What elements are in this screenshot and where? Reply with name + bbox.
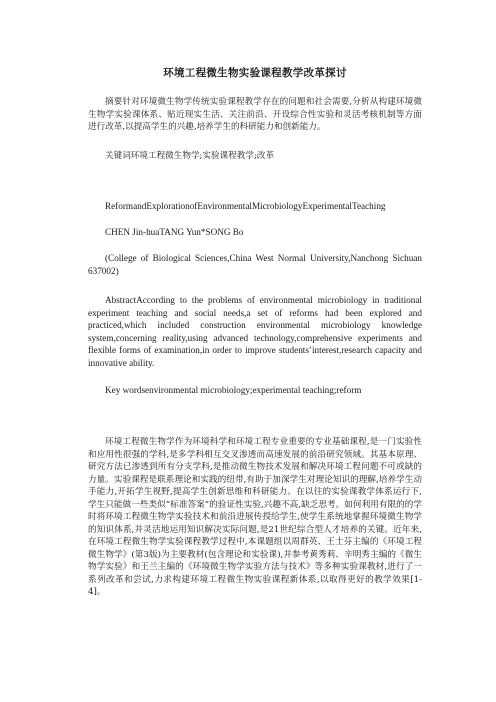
body-paragraph: 环境工程微生物学作为环境科学和环境工程专业重要的专业基础课程,是一门实验性和应用性很强的学科,是多学科相互交叉渗透而高速发展的前沿研究领域。其基本原理、研究方法已渗透到所有分支学科,是推动微生物技术发展和解决环境工程问题不可或缺的力量。实验课程是联系理论和实践的纽带,有助于加深学生对理论知识的理解,培养学生动手能力,开拓学生视野,提高学生创新思维和科研能力。在以往的实验课教学体系运行下,学生只能做一些类似“标准答案”的验证性实验,兴趣不高,缺乏思考。如何利用有限的的学时将环境工程微生物学实验技术和前沿进展传授给学生,使学生系统地掌握环境微生物学的知识体系,并灵活地运用知识解决实际问题,是21世纪综合型人才培养的关键。近年来,在环境工程微生物学实验课程教学过程中,本课题组以周群英、王士芬主编的《环境工程微生物学》(第3版)为主要教材(包含理论和实验课),并参考黄秀莉、辛明秀主编的《微生物学实验》和王兰主编的《环境微生物学实验方法与技术》等多种实验课教材,进行了一系列改革和尝试,力求构建环境工程微生物实验课程新体系,以取得更好的教学效果[1-4]。 [88,437,422,597]
abstract-en: AbstractAccording to the problems of environmental microbiology in traditional experiment teaching and social needs,a set of reforms had been explored and practiced,which included construction environmental microbiology knowledge system,concerning reality,using advanced technology,comprehensive experiments and flexible forms of examination,in order to improve students’interest,research capacity and innovative ability. [88,295,422,368]
document-title: 环境工程微生物实验课程教学改革探讨 [163,67,347,79]
affiliation-en: (College of Biological Sciences,China West Normal University,Nanchong Sichuan 637002) [88,253,422,276]
keywords-cn: 关键词环境工程微生物学;实验课程教学;改革 [105,151,275,161]
authors-en: CHEN Jin-huaTANG Yun*SONG Bo [105,227,244,237]
keywords-en: Key wordsenvironmental microbiology;experimental teaching;reform [105,385,362,395]
abstract-cn: 摘要针对环境微生物学传统实验课程教学存在的问题和社会需要,分析从构建环境微生物学实验课体系、贴近现实生活、关注前沿、开设综合性实验和灵活考核机制等方面进行改革,以提高学生的兴趣,培养学生的科研能力和创新能力。 [88,97,422,132]
title-en: ReformandExplorationofEnvironmentalMicrobiologyExperimentalTeaching [105,201,386,211]
